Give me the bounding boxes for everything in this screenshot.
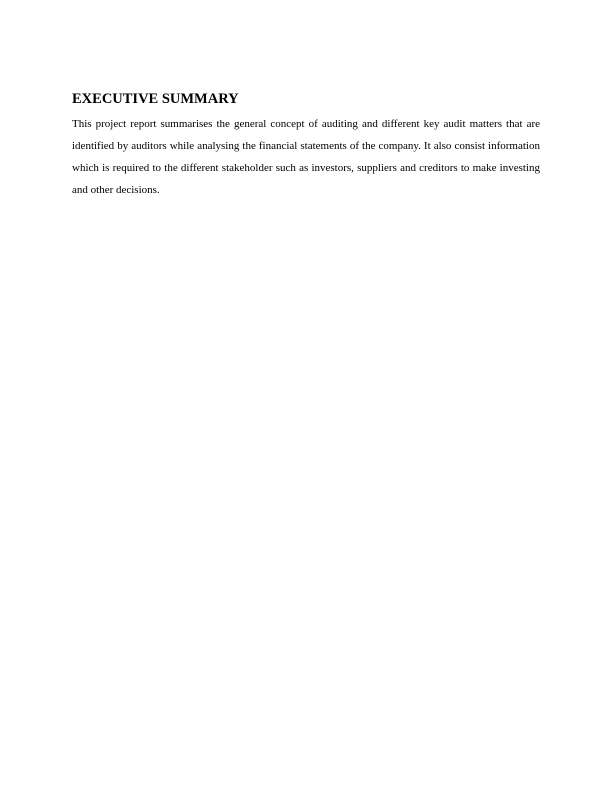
section-heading: EXECUTIVE SUMMARY	[72, 91, 239, 107]
executive-summary-section	[72, 90, 540, 201]
summary-paragraph: This project report summarises the general concept of auditing and different key audit matters that are identified by auditors while analysing the financial statements of the company. It also consist information which is required to the different stakeholder such as investors, suppliers and creditors to make investing and other decisions.	[72, 118, 540, 196]
